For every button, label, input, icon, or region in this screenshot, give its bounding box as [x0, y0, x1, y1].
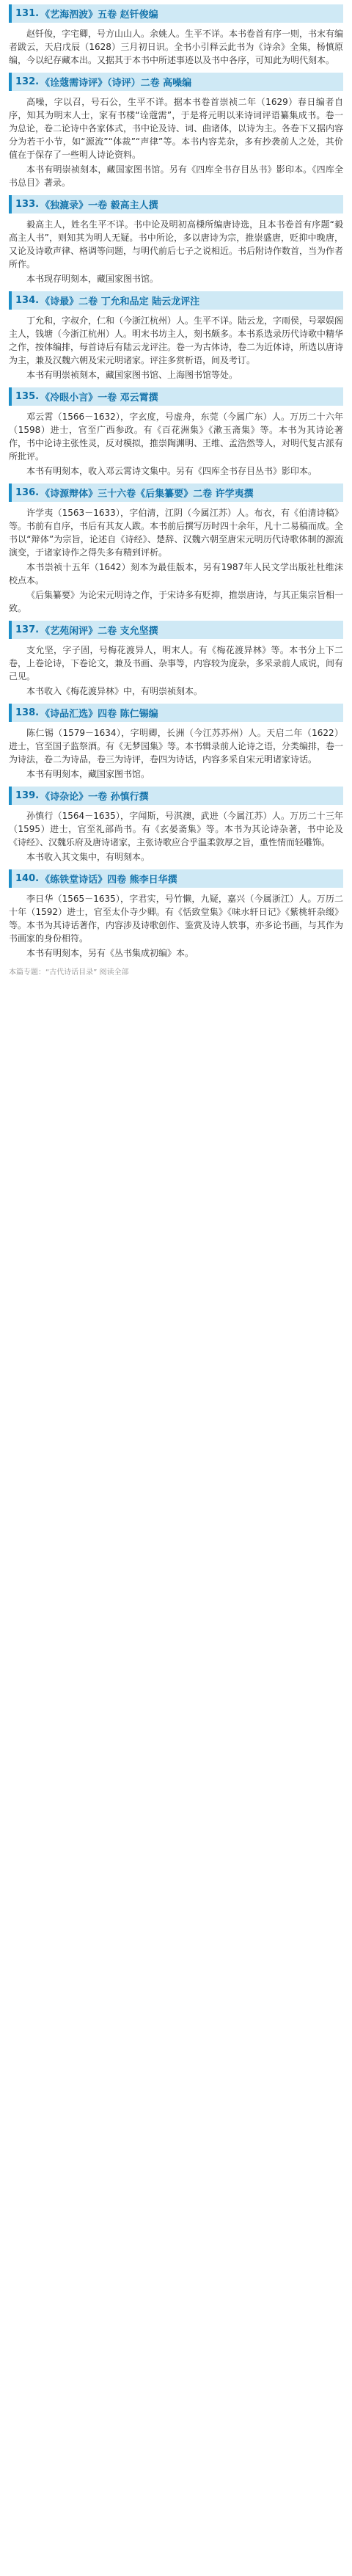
entry [9, 4, 343, 67]
entry-body [9, 726, 343, 781]
entry [9, 387, 343, 478]
entry-number: 140. [15, 873, 40, 884]
entry [9, 787, 343, 864]
entry-body [9, 95, 343, 189]
entry-paragraph: 毅高主人，姓名生平不详。书中论及明初高棅所编唐诗选，且本书卷首有序题“毅高主人书”，则知其为明人无疑。书中所论，多以唐诗为宗，推崇盛唐，贬抑中晚唐，又论及诗歌声律、格调等问题，与明代前后七子之说相近。书后附诗作数首，当为作者所作。 [9, 219, 344, 269]
entry-number: 134. [15, 295, 40, 306]
entry-number: 138. [15, 707, 40, 718]
entry-title: 《独漉录》一卷 毅高主人撰 [40, 200, 158, 211]
entry-paragraph: 赵钎俊，字宅卿，号方山山人。余姚人。生平不详。本书卷首有序一则，书末有编者跋云，天启戊辰（1628）三月初日识。全书小引释云此书为《诗余》全集，杨慎原编，今以纪存藏本出。又据其于本书中所述事迹以及书中各序，可知此为明代刻本。 [9, 29, 344, 65]
entry-paragraph: 高噪，字以召，号石公，生平不详。据本书卷首崇祯二年（1629）春日编者自序，知其为明末人士，家有书楼“诠蔻需”，于是将元明以来诗词评语纂集成书。卷一为总论，卷二论诗中各家体式，书中论及诗、词、曲诸体，以诗为主。各卷下又据内容分为若干小节，如“源流”“体裁”“声律”等。本书内容芜杂，多有抄袭前人之处，其价值在于保存了一些明人诗论资料。 [9, 97, 344, 160]
entry-number: 132. [15, 76, 40, 87]
entry-header [9, 869, 343, 888]
entry-title: 《冷眼小言》一卷 邓云霄撰 [40, 393, 158, 404]
entry-paragraph: 陈仁锡（1579－1634），字明卿，长洲（今江苏苏州）人。天启二年（1622）进士，官至国子监祭酒。有《无梦园集》等。本书辑录前人论诗之语，分类编排，卷一为诗法，卷二为诗品，卷三为诗评，卷四为诗话，内容多采自宋元明诸家诗话。 [9, 728, 344, 765]
entry-paragraph: 邓云霄（1566－1632），字玄度，号虚舟，东莞（今属广东）人。万历二十六年（1598）进士，官至广西参政。有《百花洲集》《漱玉斋集》等。本书为其诗论著作，书中论诗主张性灵，反对模拟，推崇陶渊明、王维、孟浩然等人，对明代复古派有所批评。 [9, 412, 344, 461]
entry [9, 621, 343, 698]
entry-header [9, 621, 343, 639]
entry [9, 291, 343, 382]
entry-paragraph: 支允坚，字子固，号梅花渡异人，明末人。有《梅花渡异林》等。本书分上下二卷，上卷论诗，下卷论文，兼及书画、杂事等，内容较为庞杂，多采录前人成说，间有己见。 [9, 645, 344, 682]
entry [9, 195, 343, 285]
entry-header [9, 787, 343, 805]
entry-header [9, 291, 343, 310]
entry-paragraph: 本书有明崇祯刻本，藏国家图书馆。另有《四库全书存目丛书》影印本。《四库全书总目》著录。 [9, 164, 343, 188]
entry-paragraph: 丁允和，字叔介，仁和（今浙江杭州）人。生平不详。陆云龙，字雨侯，号翠娱阁主人，钱塘（今浙江杭州）人。明末书坊主人，刻书颇多。本书系选录历代诗歌中精华之作，按体编排，每首诗后有陆云龙评注。卷一为古体诗，卷二为近体诗，所选以唐诗为主，兼及汉魏六朝及宋元明诸家。评注多赏析语，间及考订。 [9, 315, 344, 365]
entry-number: 133. [15, 199, 40, 210]
entry-body [9, 314, 343, 382]
entry [9, 869, 343, 960]
entry-header [9, 484, 343, 502]
entry-paragraph: 本书有明刻本，另有《丛书集成初编》本。 [26, 948, 194, 958]
entry-title: 《艺苑闲评》二卷 支允坚撰 [40, 626, 158, 637]
entry-header [9, 387, 343, 406]
entry-title: 《诠蔻需诗评》（诗评）二卷 高噪编 [40, 78, 192, 89]
entry [9, 73, 343, 189]
entry-body [9, 643, 343, 698]
entry-header [9, 73, 343, 91]
entry-number: 135. [15, 391, 40, 402]
entry [9, 704, 343, 781]
entry [9, 484, 343, 615]
entry-paragraph: 许学夷（1563－1633），字伯清，江阴（今属江苏）人。布衣，有《伯清诗稿》等。书前有自序，书后有其友人跋。本书前后撰写历时四十余年，凡十二易稿而成。全书以“辩体”为宗旨，论述自《诗经》、楚辞、汉魏六朝至唐宋元明历代诗歌体制的源流演变，于诸家诗作之得失多有精到评析。 [9, 508, 344, 558]
entry-body [9, 892, 343, 960]
entry-body [9, 27, 343, 67]
entry-paragraph: 本书崇祯十五年（1642）刻本为最佳版本，另有1987年人民文学出版社杜维沫校点本。 [9, 562, 343, 585]
entry-body [9, 809, 343, 864]
entry-title: 《诗杂论》一卷 孙慎行撰 [40, 792, 149, 803]
entry-title: 《练铁堂诗话》四卷 熊李日华撰 [40, 875, 177, 886]
entry-header [9, 704, 343, 722]
entry-header [9, 4, 343, 23]
entry-body [9, 218, 343, 285]
page [0, 0, 352, 984]
entry-paragraph: 《后集纂要》为论宋元明诗之作，于宋诗多有贬抑，推崇唐诗，与其正集宗旨相一致。 [9, 590, 344, 613]
entry-body [9, 506, 343, 615]
entry-paragraph: 本书收入其文集中，有明刻本。 [26, 852, 150, 862]
entry-title: 《诗最》二卷 丁允和品定 陆云龙评注 [40, 296, 200, 307]
entry-number: 136. [15, 487, 40, 498]
entry-paragraph: 本书现存明刻本，藏国家图书馆。 [26, 274, 159, 284]
footer-note: 本篇专题：“古代诗话目录” 阅读全部 [9, 968, 129, 977]
entry-paragraph: 本书有明崇祯刻本，藏国家图书馆、上海图书馆等处。 [26, 370, 238, 380]
entry-list [9, 4, 343, 960]
entry-title: 《诗品汇选》四卷 陈仁锡编 [40, 709, 158, 720]
entry-paragraph: 本书收入《梅花渡异林》中，有明崇祯刻本。 [26, 686, 203, 696]
entry-paragraph: 本书有明刻本，收入邓云霄诗文集中。另有《四库全书存目丛书》影印本。 [26, 466, 318, 476]
entry-paragraph: 李日华（1565－1635），字君实，号竹懒，九疑，嘉兴（今属浙江）人。万历二十年（1592）进士，官至太仆寺少卿。有《恬致堂集》《味水轩日记》《紫桃轩杂缀》等。本书为其诗话著作，内容涉及诗歌创作、鉴赏及诗人轶事，亦多论书画，与其作为书画家的身份相符。 [9, 894, 344, 944]
entry-number: 139. [15, 790, 40, 801]
entry-body [9, 410, 343, 478]
entry-title: 《诗源辩体》三十六卷《后集纂要》二卷 许学夷撰 [40, 489, 254, 500]
entry-paragraph: 本书有明刻本，藏国家图书馆。 [26, 769, 150, 779]
entry-number: 131. [15, 8, 40, 19]
entry-title: 《艺海泗波》五卷 赵钎俊编 [40, 10, 158, 21]
entry-paragraph: 孙慎行（1564－1635），字闻斯，号淇澳，武进（今属江苏）人。万历二十三年（1595）进士，官至礼部尚书。有《玄晏斋集》等。本书为其论诗杂著，书中论及《诗经》、汉魏乐府及唐诗诸家，主张诗歌应合乎温柔敦厚之旨，重性情而轻雕饰。 [9, 811, 343, 847]
entry-number: 137. [15, 624, 40, 635]
entry-header [9, 195, 343, 214]
